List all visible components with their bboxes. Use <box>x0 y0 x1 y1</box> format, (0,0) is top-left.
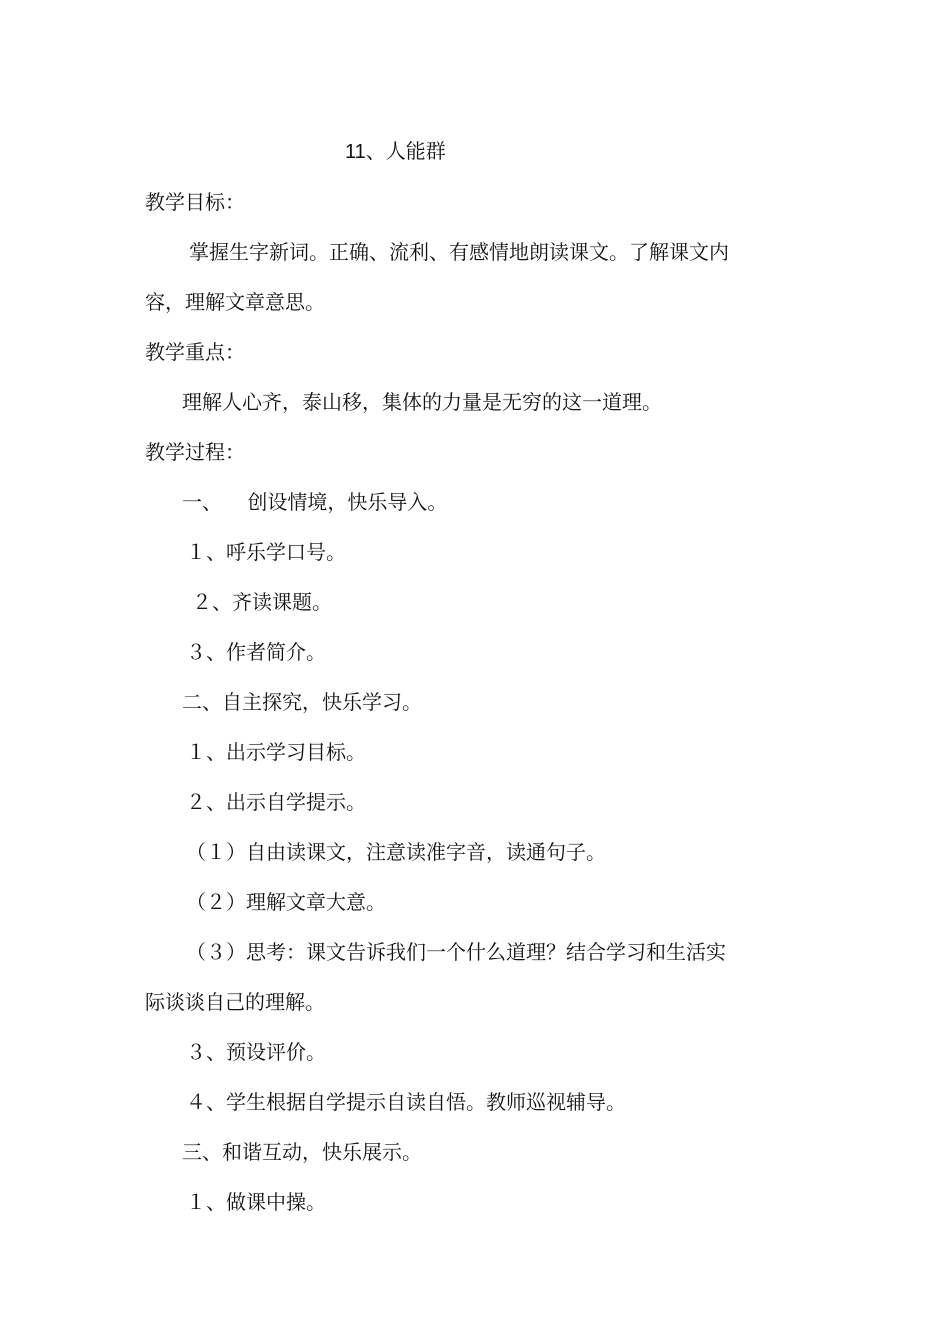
focus-heading: 教学重点： <box>145 340 245 364</box>
section-2-sub-1: （１）自由读课文，注意读准字音，读通句子。 <box>186 840 606 864</box>
focus-text: 理解人心齐，泰山移，集体的力量是无穷的这一道理。 <box>182 390 662 414</box>
section-1-item-1: １、呼乐学口号。 <box>186 540 346 564</box>
section-1-heading: 一、 创设情境，快乐导入。 <box>182 490 448 514</box>
objectives-text-line2: 容，理解文章意思。 <box>145 290 325 314</box>
section-2-item-3: ３、预设评价。 <box>186 1040 326 1064</box>
section-2-item-2: ２、出示自学提示。 <box>186 790 366 814</box>
section-1-item-2: ２、齐读课题。 <box>192 590 332 614</box>
objectives-heading: 教学目标： <box>145 190 245 214</box>
section-2-sub-3-line2: 际谈谈自己的理解。 <box>145 990 325 1014</box>
objectives-text-line1: 掌握生字新词。正确、流利、有感情地朗读课文。了解课文内 <box>189 240 729 264</box>
page-title: 11、人能群 <box>345 141 446 163</box>
section-2-heading: 二、自主探究，快乐学习。 <box>182 690 422 714</box>
section-1-item-3: ３、作者简介。 <box>186 640 326 664</box>
section-2-sub-3-line1: （３）思考：课文告诉我们一个什么道理？结合学习和生活实 <box>186 940 726 964</box>
section-3-item-1: １、做课中操。 <box>186 1190 326 1214</box>
section-3-heading: 三、和谐互动，快乐展示。 <box>182 1140 422 1164</box>
section-2-item-4: ４、学生根据自学提示自读自悟。教师巡视辅导。 <box>186 1090 626 1114</box>
section-2-item-1: １、出示学习目标。 <box>186 740 366 764</box>
section-2-sub-2: （２）理解文章大意。 <box>186 890 386 914</box>
process-heading: 教学过程： <box>145 440 245 464</box>
